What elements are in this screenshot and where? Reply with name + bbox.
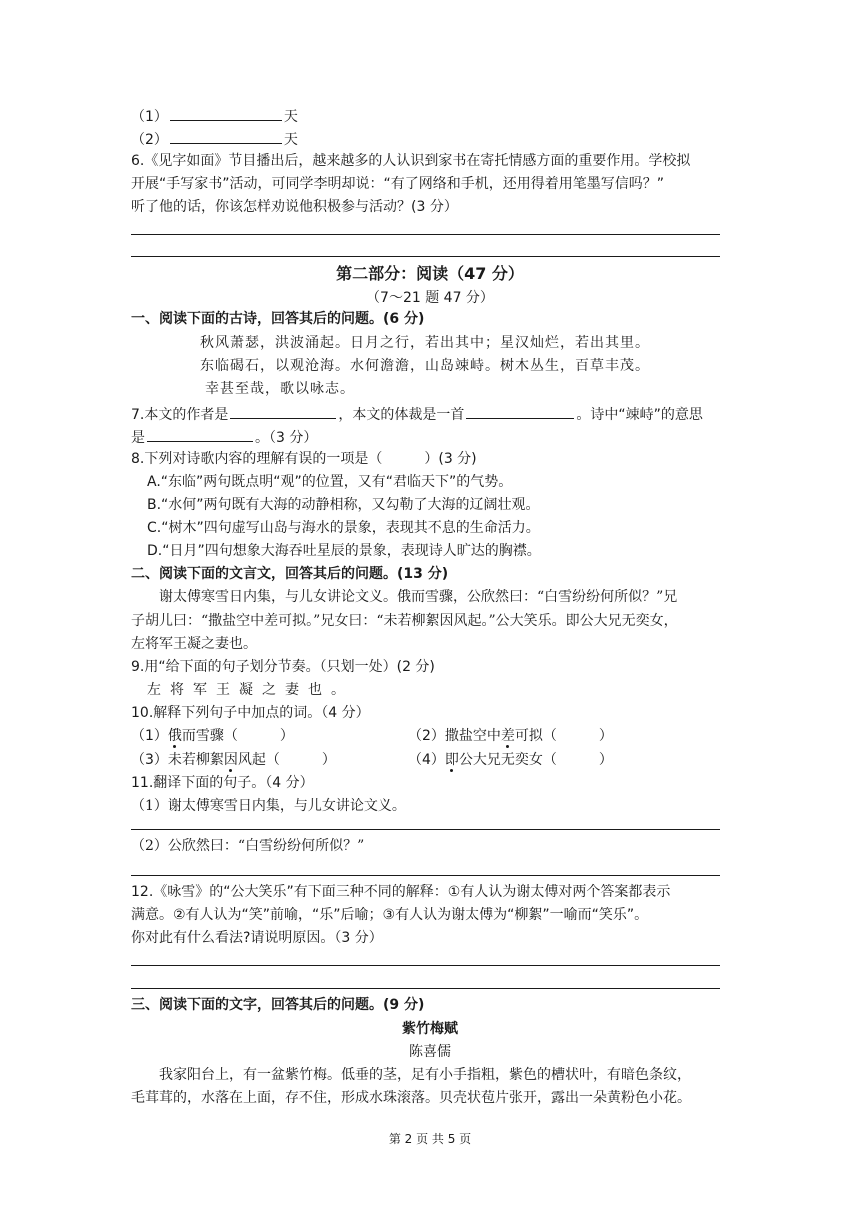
- answer-line[interactable]: [131, 965, 720, 966]
- q10-item-3: （3）未若柳絮因风起（ ）: [131, 752, 336, 768]
- answer-line[interactable]: [131, 256, 720, 257]
- q11-sentence-2: （2）公欣然曰：“白雪纷纷何所似？”: [131, 838, 365, 854]
- answer-blank[interactable]: [466, 402, 574, 419]
- q8-stem: 8.下列对诗歌内容的理解有误的一项是（ ）(3 分): [131, 451, 477, 467]
- answer-blank[interactable]: [170, 127, 282, 144]
- answer-line[interactable]: [131, 988, 720, 989]
- q12-line-2: 满意。②有人认为“笑”前喻，“乐”后喻；③有人认为谢太傅为“柳絮”一喻而“笑乐”。: [131, 907, 649, 923]
- poem-line: 东临碣石，以观沧海。水何澹澹，山岛竦峙。树木丛生，百草丰茂。: [200, 358, 650, 374]
- q10-item-1: （1）俄而雪骤（ ）: [131, 728, 294, 744]
- q5-row-2: （2） 天: [131, 127, 298, 151]
- q12-line-3: 你对此有什么看法?请说明原因。（3 分）: [131, 930, 383, 946]
- page-footer: 第 2 页 共 5 页: [388, 1132, 472, 1146]
- q8-option-c[interactable]: C.“树木”四句虚写山岛与海水的景象，表现其不息的生命活力。: [147, 520, 540, 536]
- passage-line: 子胡儿曰：“撒盐空中差可拟。”兄女曰：“未若柳絮因风起。”公大笑乐。即公大兄无奕女，: [131, 613, 678, 629]
- passage-line: 我家阳台上，有一盆紫竹梅。低垂的茎，足有小手指粗，紫色的槽状叶，有暗色条纹，: [159, 1067, 691, 1083]
- q7-line-2: 是 。（3 分）: [131, 425, 317, 449]
- q12-line-1: 12.《咏雪》的“公大笑乐”有下面三种不同的解释：①有人认为谢太傅对两个答案都表示: [131, 884, 671, 900]
- part-title: 第二部分：阅读（47 分）: [336, 264, 524, 283]
- q9-stem: 9.用“给下面的句子划分节奏。（只划一处）(2 分): [131, 659, 435, 675]
- poem-line: 幸甚至哉，歌以咏志。: [205, 381, 355, 397]
- q10-item-4: （4）即公大兄无奕女（ ）: [408, 752, 613, 768]
- q6-line-3: 听了他的话，你该怎样劝说他积极参与活动？(3 分）: [131, 199, 458, 215]
- q9-sentence[interactable]: 左将军王凝之妻也。: [147, 682, 354, 698]
- q6-line-1: 6.《见字如面》节目播出后，越来越多的人认识到家书在寄托情感方面的重要作用。学校拟: [131, 153, 691, 169]
- q10-item-2: （2）撒盐空中差可拟（ ）: [408, 728, 613, 744]
- part-subtitle: （7～21 题 47 分）: [366, 290, 494, 306]
- section-heading: 一、阅读下面的古诗，回答其后的问题。(6 分): [131, 311, 425, 327]
- answer-line[interactable]: [131, 234, 720, 235]
- q8-option-d[interactable]: D.“日月”四句想象大海吞吐星辰的景象，表现诗人旷达的胸襟。: [147, 543, 541, 559]
- q8-option-a[interactable]: A.“东临”两句既点明“观”的位置，又有“君临天下”的气势。: [147, 474, 513, 490]
- q7-line-1: 7.本文的作者是 ，本文的体裁是一首 。诗中“竦峙”的意思: [131, 402, 703, 426]
- answer-line[interactable]: [131, 829, 720, 830]
- section-heading: 三、阅读下面的文字，回答其后的问题。(9 分): [131, 997, 425, 1013]
- answer-blank[interactable]: [230, 402, 336, 419]
- poem-line: 秋风萧瑟，洪波涌起。日月之行，若出其中；星汉灿烂，若出其里。: [200, 335, 650, 351]
- q11-stem: 11.翻译下面的句子。（4 分）: [131, 775, 314, 791]
- q10-stem: 10.解释下列句子中加点的词。（4 分）: [131, 705, 370, 721]
- q8-option-b[interactable]: B.“水何”两句既有大海的动静相称，又勾勒了大海的辽阔壮观。: [147, 497, 540, 513]
- article-title: 紫竹梅赋: [402, 1021, 458, 1037]
- q6-line-2: 开展“手写家书”活动，可同学李明却说：“有了网络和手机，还用得着用笔墨写信吗？”: [131, 176, 665, 192]
- passage-line: 左将军王凝之妻也。: [131, 636, 257, 652]
- article-author: 陈喜儒: [409, 1044, 451, 1060]
- q5-row-1: （1） 天: [131, 104, 298, 128]
- answer-blank[interactable]: [147, 425, 253, 442]
- answer-line[interactable]: [131, 875, 720, 876]
- q11-sentence-1: （1）谢太傅寒雪日内集，与儿女讲论文义。: [131, 798, 406, 814]
- section-heading: 二、阅读下面的文言文，回答其后的问题。(13 分): [131, 566, 449, 582]
- answer-blank[interactable]: [170, 104, 282, 121]
- passage-line: 毛茸茸的，水落在上面，存不住，形成水珠滚落。贝壳状苞片张开，露出一朵黄粉色小花。: [131, 1090, 691, 1106]
- passage-line: 谢太傅寒雪日内集，与儿女讲论文义。俄而雪骤，公欣然曰：“白雪纷纷何所似？”兄: [159, 589, 678, 605]
